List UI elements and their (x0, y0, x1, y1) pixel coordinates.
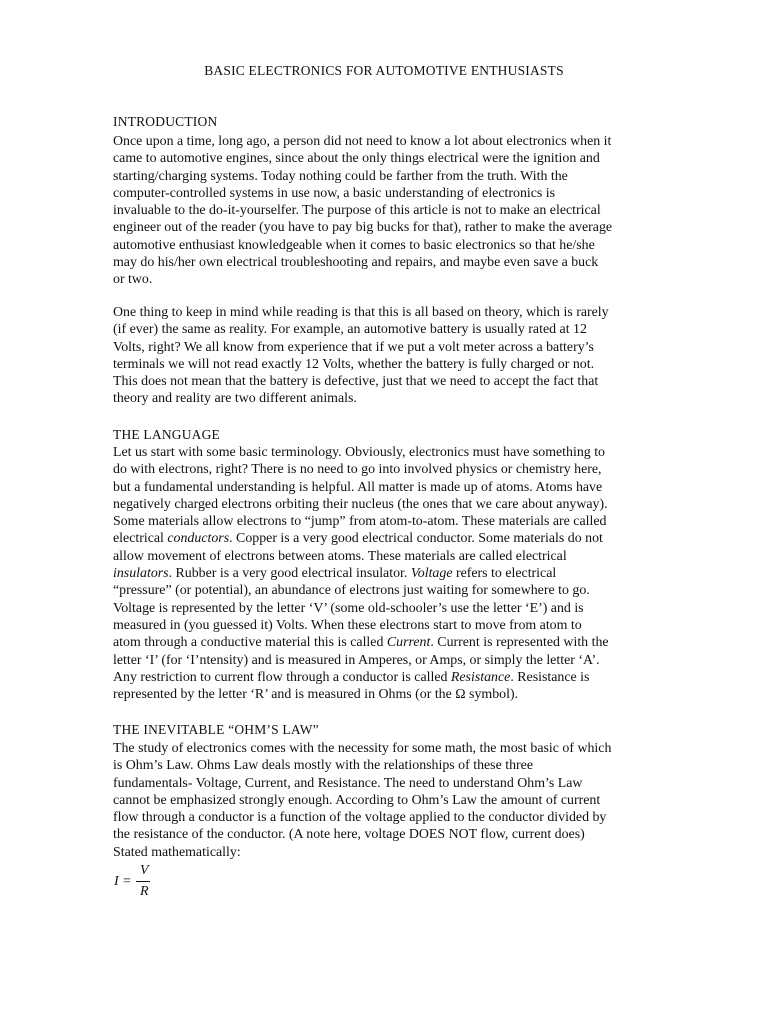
text-run: refers to electrical (452, 566, 557, 582)
text-line: Let us start with some basic terminology. Obviously, electronics must have something to (113, 445, 606, 460)
text-run: . Resistance is (510, 669, 590, 685)
text-line: “pressure” (or potential), an abundance of electrons just waiting for somewhere to go. (113, 583, 590, 599)
text-line (113, 565, 658, 582)
text-line: negatively charged electrons orbiting their nucleus (the ones that we care about anyway). (113, 496, 608, 512)
ohms-law-heading: THE INEVITABLE “OHM’S LAW” (113, 722, 319, 737)
text-line: computer-controlled systems in use now, a basic understanding of electronics is (113, 185, 556, 201)
text-line: Some materials allow electrons to “jump” from atom-to-atom. These materials are called (113, 514, 607, 530)
text-line: or two. (113, 272, 153, 288)
language-heading: THE LANGUAGE (113, 427, 221, 442)
text-line: do with electrons, right? There is no need to go into involved physics or chemistry here, (113, 462, 602, 478)
term-conductors: conductors (167, 531, 230, 547)
text-line: Volts, right? We all know from experience that if we put a volt meter across a battery’s (113, 339, 594, 355)
text-line: terminals we will not read exactly 12 Volts, whether the battery is fully charged or not. (113, 356, 595, 372)
formula-lhs: I = (114, 874, 132, 889)
text-run: Any restriction to current flow through a conductor is called (113, 669, 451, 685)
text-run: atom through a conductive material this is called (113, 635, 387, 651)
text-line: Stated mathematically: (113, 844, 241, 860)
text-line: represented by the letter ‘R’ and is measured in Ohms (or the Ω symbol). (113, 687, 519, 703)
text-line: Once upon a time, long ago, a person did not need to know a lot about electronics when it (113, 134, 612, 149)
formula-numerator: V (140, 863, 149, 878)
text-line: measured in (you guessed it) Volts. When these electrons start to move from atom to (113, 617, 582, 633)
term-voltage: Voltage (410, 566, 453, 582)
text-line: theory and reality are two different animals. (113, 391, 357, 407)
term-current: Current (386, 635, 431, 651)
text-run: . Copper is a very good electrical conductor. Some materials do not (229, 531, 603, 547)
text-line: automotive enthusiast knowledgeable when it comes to basic electronics so that he/she (113, 237, 595, 253)
ohms-law-paragraph (113, 740, 658, 861)
text-line: is Ohm’s Law. Ohms Law deals mostly with the relationships of these three (113, 758, 533, 774)
text-line: Voltage is represented by the letter ‘V’ (some old-schooler’s use the letter ‘E’) and is (113, 600, 584, 616)
text-line: fundamentals- Voltage, Current, and Resistance. The need to understand Ohm’s Law (113, 775, 583, 791)
text-run: electrical (113, 531, 168, 547)
text-line: may do his/her own electrical troubleshooting and repairs, and maybe even save a buck (113, 255, 599, 271)
text-line: flow through a conductor is a function of the voltage applied to the conductor divided by (113, 810, 607, 826)
term-insulators: insulators (113, 566, 169, 582)
text-line: The study of electronics comes with the necessity for some math, the most basic of which (113, 741, 612, 756)
text-line: (if ever) the same as reality. For example, an automotive battery is usually rated at 12 (113, 322, 587, 338)
intro-paragraph-1 (113, 133, 658, 289)
fraction-bar (136, 881, 150, 882)
text-run: . Rubber is a very good electrical insulator. (168, 566, 411, 582)
text-line: came to automotive engines, since about the only things electrical were the ignition and (113, 151, 600, 167)
text-line (113, 634, 658, 651)
intro-heading: INTRODUCTION (113, 114, 218, 129)
text-run: . Current is represented with the (430, 635, 609, 651)
text-line (113, 669, 658, 686)
formula-denominator: R (140, 884, 149, 899)
text-line: but a fundamental understanding is helpful. All matter is made up of atoms. Atoms have (113, 479, 603, 495)
text-line: engineer out of the reader (you have to pay big bucks for that), rather to make the average (113, 220, 613, 236)
term-resistance: Resistance (450, 669, 511, 685)
language-paragraph (113, 444, 658, 703)
text-line: letter ‘I’ (for ‘I’ntensity) and is measured in Amperes, or Amps, or simply the letter ‘A’. (113, 652, 600, 668)
text-line: allow movement of electrons between atoms. These materials are called electrical (113, 548, 567, 564)
text-line: the resistance of the conductor. (A note here, voltage DOES NOT flow, current does) (113, 827, 585, 843)
ohms-law-formula (114, 863, 164, 903)
document-title: BASIC ELECTRONICS FOR AUTOMOTIVE ENTHUSIASTS (204, 63, 564, 78)
text-line: starting/charging systems. Today nothing could be farther from the truth. With the (113, 168, 568, 184)
intro-paragraph-2 (113, 304, 658, 408)
text-line (113, 530, 658, 547)
text-line: This does not mean that the battery is defective, just that we need to accept the fact that (113, 374, 599, 390)
text-line: One thing to keep in mind while reading is that this is all based on theory, which is rarely (113, 305, 609, 320)
text-line: invaluable to the do-it-yourselfer. The purpose of this article is not to make an electrical (113, 203, 601, 219)
text-line: cannot be emphasized strongly enough. According to Ohm’s Law the amount of current (113, 792, 601, 808)
